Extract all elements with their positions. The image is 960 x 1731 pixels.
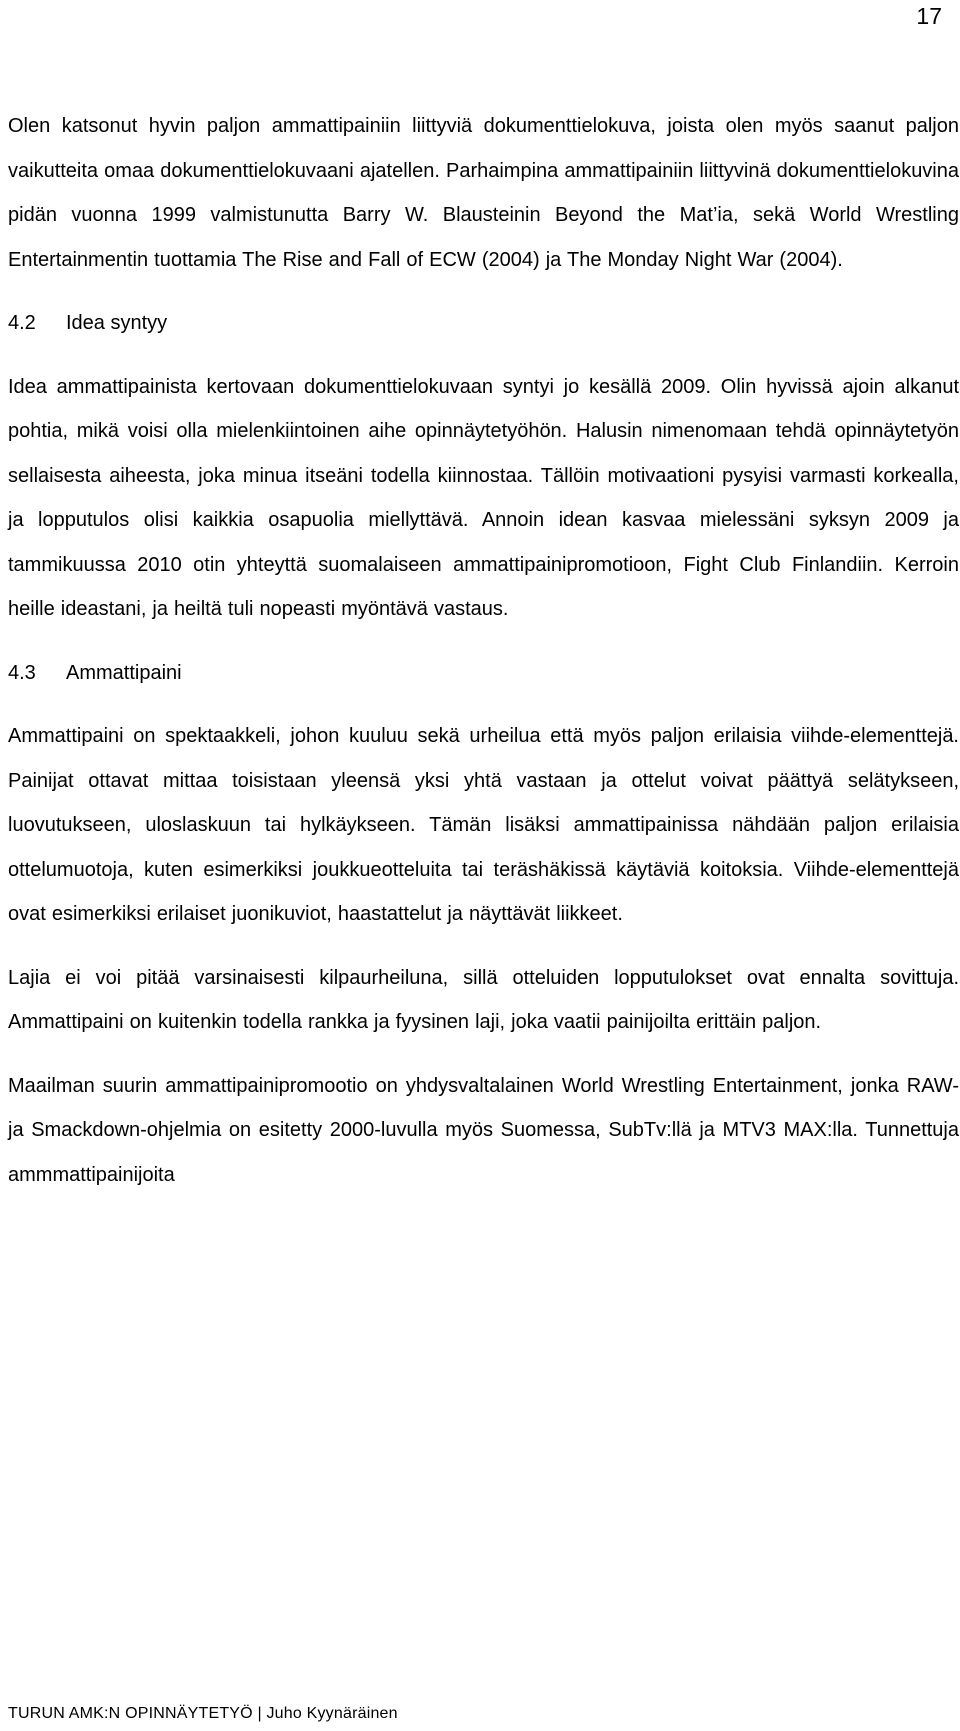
section-number: 4.3 xyxy=(8,661,36,684)
section-title: Ammattipaini xyxy=(66,661,182,684)
page-footer: TURUN AMK:N OPINNÄYTETYÖ | Juho Kyynäräinen xyxy=(8,1705,398,1722)
spacer xyxy=(8,1045,959,1064)
section-number: 4.2 xyxy=(8,312,36,334)
spacer xyxy=(8,695,959,714)
spacer xyxy=(8,937,959,956)
section-title: Idea syntyy xyxy=(66,312,168,334)
page-number: 17 xyxy=(916,3,942,29)
spacer xyxy=(8,632,959,651)
spacer xyxy=(8,346,959,365)
spacer xyxy=(8,282,959,301)
section-heading-4-3 xyxy=(8,651,959,696)
paragraph-documentaries: Olen katsonut hyvin paljon ammattipainiin liittyviä dokumenttielokuva, joista olen myös saanut paljon vaikutteita omaa dokumenttielokuvaani ajatellen. Parhaimpina ammattipainiin liittyvinä dokumenttielokuvina pidän vuonna 1999 valmistunutta Barry W. Blausteinin Beyond the Mat’ia, sekä World Wrestling Entertainmentin tuottamia The Rise and Fall of ECW (2004) ja The Monday Night War (2004). xyxy=(8,115,959,271)
document-body xyxy=(8,104,959,1197)
paragraph-sport: Lajia ei voi pitää varsinaisesti kilpaurheiluna, sillä otteluiden lopputulokset ovat ennalta sovittuja. Ammattipaini on kuitenkin todella rankka ja fyysinen laji, joka vaatii painijoilta erittäin paljon. xyxy=(8,966,959,1033)
paragraph-pro-wrestling: Ammattipaini on spektaakkeli, johon kuuluu sekä urheilua että myös paljon erilaisia viihde-elementtejä. Painijat ottavat mittaa toisistaan yleensä yksi yhtä vastaan ja ottelut voivat päättyä selätykseen, luovutukseen, uloslaskuun tai hylkäykseen. Tämän lisäksi ammattipainissa nähdään paljon erilaisia ottelumuotoja, kuten esimerkiksi joukkueotteluita tai teräshäkissä käytäviä koitoksia. Viihde-elementtejä ovat esimerkiksi erilaiset juonikuviot, haastattelut ja näyttävät liikkeet. xyxy=(8,725,959,925)
paragraph-wwe: Maailman suurin ammattipainipromootio on yhdysvaltalainen World Wrestling Entertainment, jonka RAW- ja Smackdown-ohjelmia on esitetty 2000-luvulla myös Suomessa, SubTv:llä ja MTV3 MAX:lla. Tunnettuja ammmattipainijoita xyxy=(8,1074,959,1186)
section-heading-4-2 xyxy=(8,301,959,346)
paragraph-idea: Idea ammattipainista kertovaan dokumenttielokuvaan syntyi jo kesällä 2009. Olin hyvissä ajoin alkanut pohtia, mikä voisi olla mielenkiintoinen aihe opinnäytetyöhön. Halusin nimenomaan tehdä opinnäytetyön sellaisesta aiheesta, joka minua itseäni todella kiinnostaa. Tällöin motivaationi pysyisi varmasti korkealla, ja lopputulos olisi kaikkia osapuolia miellyttävä. Annoin idean kasvaa mielessäni syksyn 2009 ja tammikuussa 2010 otin yhteyttä suomalaiseen ammattipainipromotioon, Fight Club Finlandiin. Kerroin heille ideastani, ja heiltä tuli nopeasti myöntävä vastaus. xyxy=(8,375,959,620)
